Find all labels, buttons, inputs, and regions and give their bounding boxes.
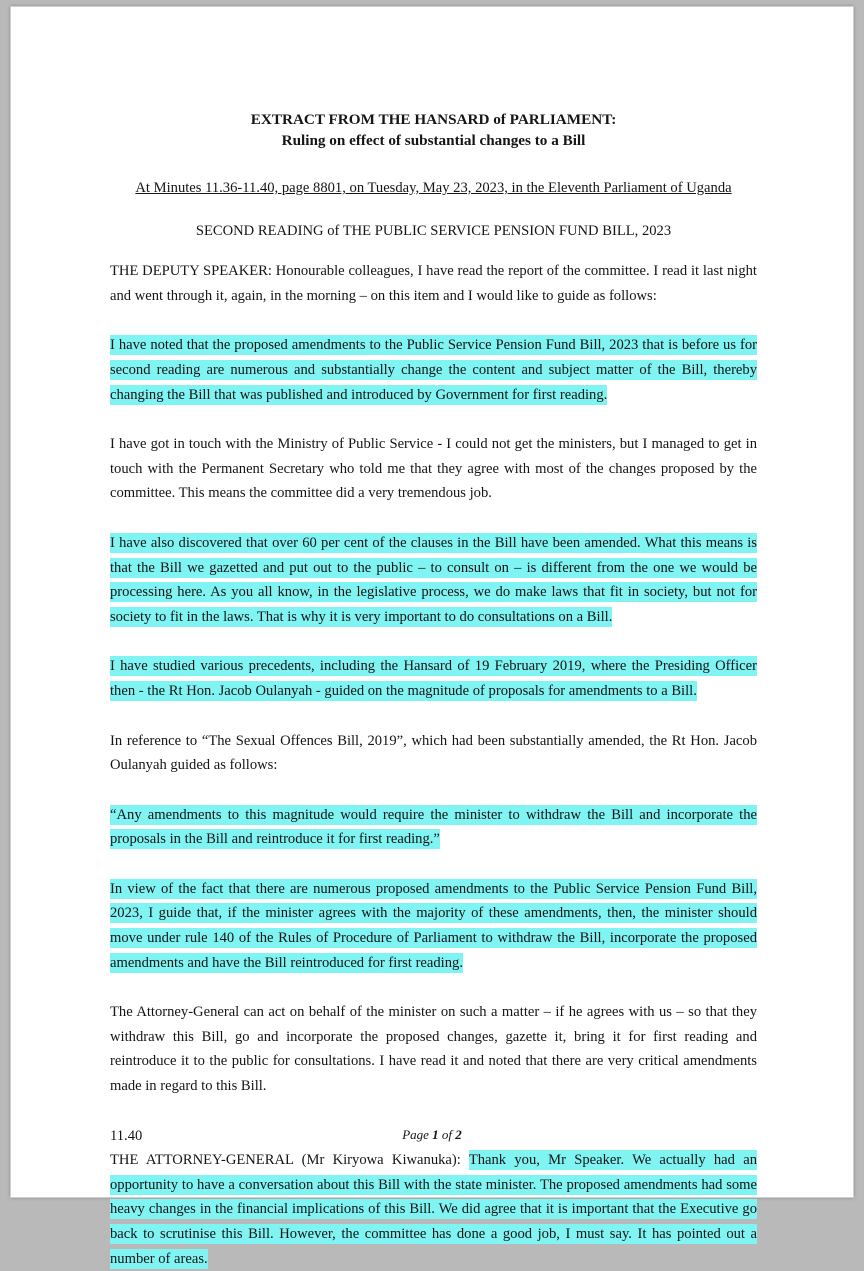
page-total: 2 [455, 1127, 462, 1142]
paragraph-ministry-contact: I have got in touch with the Ministry of Public Service - I could not get the ministers, but I managed to get in touch with the Permanent Secretary who told me that they agree with most of the changes proposed by the committee. This means the committee did a very tremendous job. [110, 436, 757, 502]
document-page [10, 6, 854, 1267]
reading-heading: SECOND READING of THE PUBLIC SERVICE PENSION FUND BILL, 2023 [195, 222, 672, 239]
minutes-reference: At Minutes 11.36-11.40, page 8801, on Tuesday, May 23, 2023, in the Eleventh Parliament of Uganda [135, 180, 732, 196]
document-body [110, 109, 757, 1271]
paragraph-clauses-amended [110, 531, 757, 629]
paragraph-noted-amendments [110, 333, 757, 407]
highlighted-text: I have studied various precedents, including the Hansard of 19 February 2019, where the Presiding Officer then - the Rt Hon. Jacob Oulanyah - guided on the magnitude of proposals for amendments to a Bill. [110, 658, 757, 699]
paragraph-quote [110, 803, 757, 852]
page-number: 1 [432, 1127, 439, 1142]
document-title: EXTRACT FROM THE HANSARD of PARLIAMENT: [250, 111, 617, 128]
timestamp: 11.40 [110, 1127, 143, 1144]
paragraph-attorney-general-response [110, 1148, 757, 1271]
speaker-label: THE ATTORNEY-GENERAL (Mr Kiryowa Kiwanuka): [110, 1152, 469, 1169]
paragraph-precedents [110, 654, 757, 703]
paragraph-guidance [110, 877, 757, 975]
paragraph-deputy-speaker-intro: THE DEPUTY SPEAKER: Honourable colleagues, I have read the report of the committee. I read it last night and went through it, again, in the morning – on this item and I would like to guide as follows: [110, 263, 757, 304]
highlighted-text: I have noted that the proposed amendments to the Public Service Pension Fund Bill, 2023 that is before us for second reading are numerous and substantially change the content and subject matter of the Bill, thereby changing the Bill that was published and introduced by Government for first reading. [110, 337, 757, 403]
paragraph-sexual-offences-reference: In reference to “The Sexual Offences Bill, 2019”, which had been substantially amended, the Rt Hon. Jacob Oulanyah guided as follows: [110, 732, 757, 774]
paragraph-attorney-general-action: The Attorney-General can act on behalf of the minister on such a matter – if he agrees with us – so that they withdraw this Bill, go and incorporate the proposed changes, gazette it, bring it for first reading and reintroduce it to the public for consultations. I have read it and noted that there are very critical amendments made in regard to this Bill. [110, 1004, 757, 1095]
highlighted-text: In view of the fact that there are numerous proposed amendments to the Public Service Pension Fund Bill, 2023, I guide that, if the minister agrees with the majority of these amendments, then, the minister should move under rule 140 of the Rules of Procedure of Parliament to withdraw the Bill, incorporate the proposed amendments and have the Bill reintroduced for first reading. [110, 880, 757, 971]
of-word: of [438, 1127, 456, 1142]
highlighted-text: “Any amendments to this magnitude would require the minister to withdraw the Bill and incorporate the proposals in the Bill and reintroduce it for first reading.” [110, 806, 757, 848]
page-word: Page [402, 1127, 433, 1142]
highlighted-text: I have also discovered that over 60 per cent of the clauses in the Bill have been amended. What this means is that the Bill we gazetted and put out to the public – to consult on – is different from the one we would be processing here. As you all know, in the legislative process, we do make laws that fit in society, but not for society to fit in the laws. That is why it is very important to do consultations on a Bill. [110, 534, 757, 625]
page-footer [11, 1127, 853, 1143]
highlighted-text: Thank you, Mr Speaker. We actually had an opportunity to have a conversation about this Bill with the state minister. The proposed amendments had some heavy changes in the financial implications of this Bill. We did agree that it is important that the Executive go back to scrutinise this Bill. However, the committee has done a good job, I must say. It has pointed out a number of areas. [110, 1152, 757, 1267]
document-subtitle: Ruling on effect of substantial changes to a Bill [281, 132, 586, 149]
